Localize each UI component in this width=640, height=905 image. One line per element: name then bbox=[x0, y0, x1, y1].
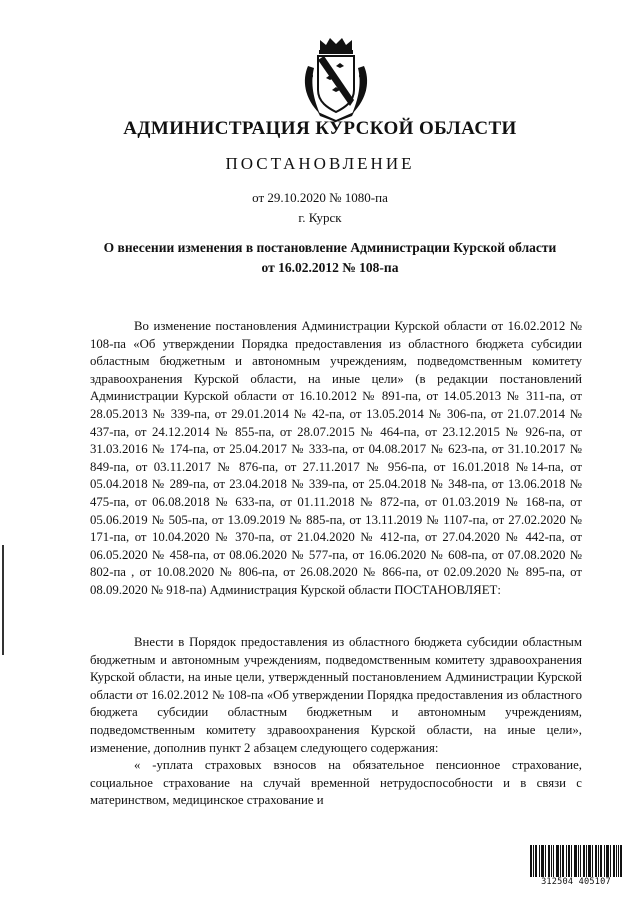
body-paragraph-3: « -уплата страховых взносов на обязательное пенсионное страхование, социальное страхование на случай временной нетрудоспособности и в связи с материнством, медицинское страхование и bbox=[90, 758, 582, 808]
body-block-resolution bbox=[90, 634, 582, 810]
organization-title: АДМИНИСТРАЦИЯ КУРСКОЙ ОБЛАСТИ bbox=[123, 118, 517, 139]
body-paragraph-2: Внести в Порядок предоставления из областного бюджета субсидии областным бюджетным и автономным учреждениям, подведомственным комитету здравоохранения Курской области, на иные цели, утвержденный постановлением Администрации Курской области от 16.02.2012 № 108-па «Об утверждении Порядка предоставления из областного бюджета субсидии областным бюджетным и автономным учреждениям, подведомственным комитету здравоохранения Курской области, на иные цели», изменение, дополнив пункт 2 абзацем следующего содержания: bbox=[90, 635, 582, 755]
body-paragraph-1: Во изменение постановления Администрации Курской области от 16.02.2012 № 108-па «Об утверждении Порядка предоставления из областного бюджета субсидии областным бюджетным и автономным учреждениям, подведомственным комитету здравоохранения Курской области, на иные цели» (в редакции постановлений Администрации Курской области от 16.10.2012 № 891-па, от 14.05.2013 № 311-па, от 28.05.2013 № 339-па, от 29.01.2014 № 42-па, от 13.05.2014 № 306-па, от 21.07.2014 № 437-па, от 24.12.2014 № 855-па, от 28.07.2015 № 464-па, от 23.12.2015 № 926-па, от 31.03.2016 № 174-па, от 25.04.2017 № 333-па, от 04.08.2017 № 623-па, от 31.10.2017 № 849-па, от 03.11.2017 № 876-па, от 27.11.2017 № 956-па, от 16.01.2018 №14-па, от 05.04.2018 № 289-па, от 23.04.2018 № 339-па, от 25.04.2018 № 348-па, от 13.06.2018 № 475-па, от 06.08.2018 № 633-па, от 01.11.2018 № 872-па, от 01.03.2019 № 168-па, от 05.06.2019 № 505-па, от 13.09.2019 № 885-па, от 13.11.2019 № 1107-па, от 27.02.2020 № 171-па, от 10.04.2020 № 370-па, от 21.04.2020 № 412-па, от 27.04.2020 № 442-па, от 06.05.2020 № 458-па, от 08.06.2020 № 577-па, от 16.06.2020 № 608-па, от 07.08.2020 № 802-па , от 10.08.2020 № 806-па, от 26.08.2020 № 866-па, от 02.09.2020 № 895-па, от 08.09.2020 № 918-па) Администрация Курской области ПОСТАНОВЛЯЕТ: bbox=[90, 319, 582, 597]
body-block-preamble bbox=[90, 318, 582, 600]
barcode-icon bbox=[530, 845, 622, 877]
barcode-number: 312504 405107 bbox=[541, 877, 611, 887]
coat-of-arms-icon bbox=[300, 36, 372, 122]
document-type: ПОСТАНОВЛЕНИЕ bbox=[225, 154, 415, 173]
document-subject: О внесении изменения в постановление Администрации Курской области от 16.02.2012 № 108-па bbox=[103, 240, 557, 275]
barcode bbox=[530, 845, 622, 889]
document-place: г. Курск bbox=[298, 210, 342, 225]
scan-edge-mark bbox=[2, 545, 4, 655]
document-date-number: от 29.10.2020 № 1080-па bbox=[252, 190, 388, 205]
